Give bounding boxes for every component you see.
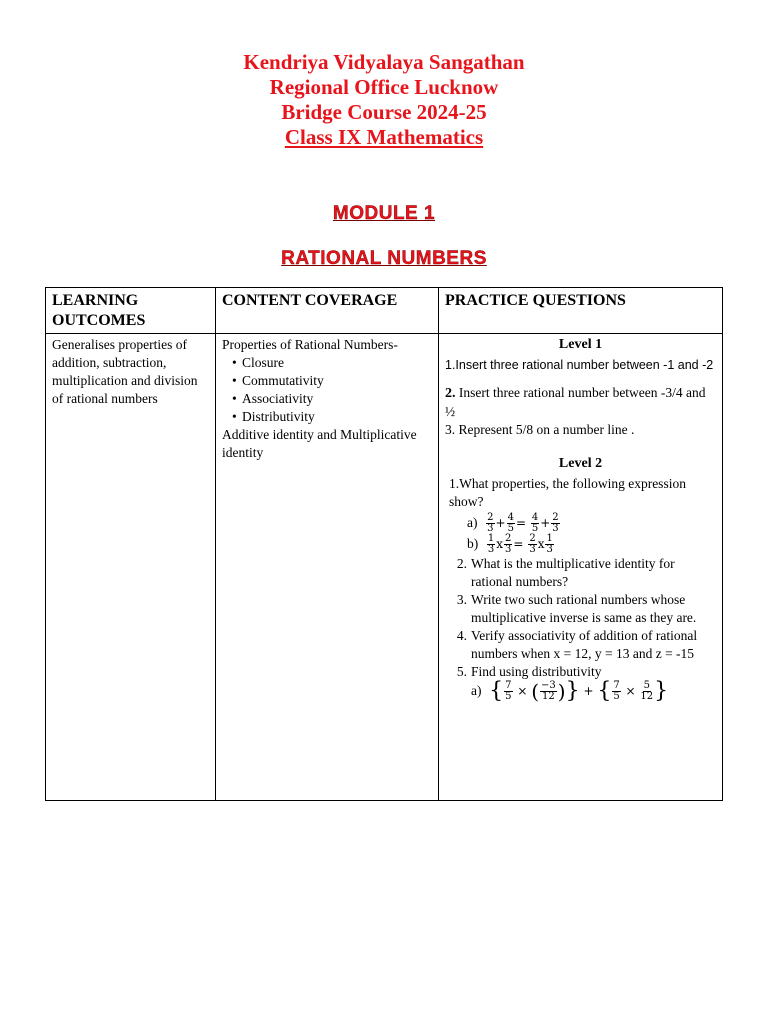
level2-q1 [445,475,716,511]
level1-q2-number: 2. [445,386,456,401]
level1-q2 [445,384,716,421]
topic-title: RATIONAL NUMBERS [281,248,487,269]
expression-b: b) $\frac{1}{3}$ x $\frac{2}{3}$ = $\frac{2}{3}$ x $\frac{1}{3}$ [467,533,553,555]
level2-q1-text: 1.What properties, the following expression show? [449,476,686,509]
list-item: • Closure [242,354,432,372]
content-coverage-cell [216,334,439,801]
org-name: Kendriya Vidyalaya Sangathan [243,50,525,74]
fraction: $\frac{2}{3}$ [529,533,536,555]
fraction: $\frac{7}{5}$ [505,680,512,702]
fraction: $\frac{5}{12}$ [640,680,654,702]
document-header [0,50,768,150]
fraction: $\frac{1}{3}$ [546,533,553,555]
list-item: • Distributivity [242,408,432,426]
level1-title: Level 1 [558,337,603,352]
level2-title: Level 2 [558,456,603,471]
level1-q3: 3. Represent 5/8 on a number line . [445,422,635,437]
list-item: • Associativity [242,390,432,408]
expression-a: a) $\frac{2}{3}$ + $\frac{4}{5}$ = $\frac{4}{5}$ + $\frac{2}{3}$ [467,512,559,534]
fraction: $\frac{2}{3}$ [505,533,512,555]
fraction: $\frac{2}{3}$ [487,512,494,534]
list-item: • Commutativity [242,372,432,390]
distributivity-expression: a) { $\frac{7}{5}$ × ( $\frac{-3}{12}$ )} + { $\frac{7}{5}$ × $\frac{5}{12}$ } [471,678,669,704]
table-row [46,334,723,801]
level2-q5: 5. Find using distributivity [456,664,602,679]
header-practice-questions: PRACTICE QUESTIONS [439,288,723,334]
level1-q2-text: Insert three rational number between -3/4 and ½ [445,385,706,419]
course-title: Bridge Course 2024-25 [281,100,487,124]
practice-questions-cell [439,334,723,801]
module-title: MODULE 1 [332,203,436,224]
content-tail: Additive identity and Multiplicative identity [222,427,417,460]
table-header-row [46,288,723,334]
level1-q1: 1.Insert three rational number between -1 and -2 [445,358,714,372]
fraction: $\frac{2}{3}$ [552,512,559,534]
learning-outcome-text: Generalises properties of addition, subtraction, multiplication and division of rational numbers [52,337,198,406]
header-content-coverage: CONTENT COVERAGE [216,288,439,334]
course-table [45,287,723,801]
learning-outcome-cell [46,334,216,801]
level2-q2: 2. What is the multiplicative identity for rational numbers? [456,556,675,589]
level2-q4: 4. Verify associativity of addition of rational numbers when x = 12, y = 13 and z = -15 [456,628,698,661]
content-intro: Properties of Rational Numbers- [222,337,398,352]
class-subject: Class IX Mathematics [284,125,484,149]
fraction: $\frac{4}{5}$ [531,512,539,534]
header-learning-outcomes: LEARNING OUTCOMES [46,288,216,334]
fraction: $\frac{7}{5}$ [613,680,620,702]
property-list [222,354,432,426]
fraction: $\frac{4}{5}$ [507,512,514,534]
fraction: $\frac{1}{3}$ [487,533,495,555]
level2-q3: 3. Write two such rational numbers whose multiplicative inverse is same as they are. [456,592,697,625]
regional-office: Regional Office Lucknow [269,75,499,99]
fraction: $\frac{-3}{12}$ [541,680,556,702]
expr-b-label: b) [467,536,479,551]
expr-a-label: a) [467,515,478,530]
